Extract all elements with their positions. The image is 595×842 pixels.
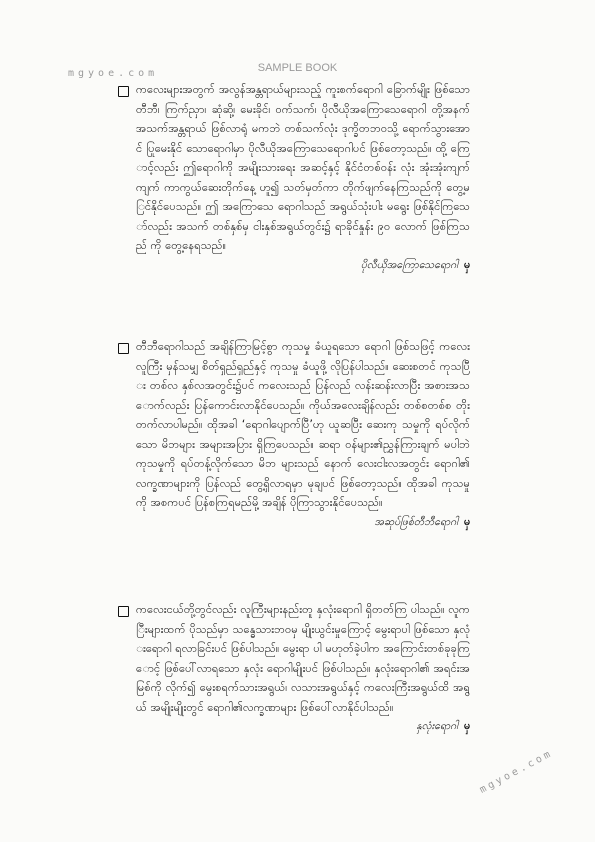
source-mark: မှ: [464, 515, 470, 528]
entry-source: [120, 516, 470, 531]
source-mark: မှ: [464, 258, 470, 271]
checkbox-icon: [118, 86, 129, 97]
entry-body: ကလေးငယ်တို့တွင်လည်း လူကြီးများနည်းတူ နှလုံးရောဂါ ရှိတတ်ကြ ပါသည်။ လူကြီးများထက် ပိုသည်မှာ သန္ဓေသားဘဝမှ မျိုးယွင်းမှုကြောင့် မွေးရာပါ ဖြစ်သော နှလုံးရောဂါ ရလာခြင်းပင် ဖြစ်ပါသည်။ မွေးရာ ပါ မဟုတ်ခဲ့ပါက အကြောင်းတစ်ခုခုကြောင့် ဖြစ်ပေါ်လာရသော နှလုံး ရောဂါမျိုးပင် ဖြစ်ပါသည်။ နှလုံးရောဂါ၏ အရင်းအမြစ်ကို လိုက်၍ မွေးစရက်သားအရွယ်၊ လသားအရွယ်နှင့် ကလေးကြီးအရွယ်ထိ အရွယ် အမျိုးမျိုးတွင် ရောဂါ၏လက္ခဏာများ ဖြစ်ပေါ်လာနိုင်ပါသည်။: [136, 603, 470, 714]
source-title: အဆုပ်ဖြစ်တီဘီရောဂါ: [374, 515, 458, 528]
entry-polio: [120, 80, 470, 274]
entry-source: [120, 259, 470, 274]
source-title: ပိုလီယိုအကြောသေရောဂါ: [360, 258, 458, 271]
watermark-site-bottom: mgyoe.com: [478, 747, 555, 796]
watermark-sample-book: SAMPLE BOOK: [257, 62, 338, 74]
watermark-site-top: mgyoe.com: [68, 68, 159, 79]
source-mark: မှ: [464, 720, 470, 732]
entry-tb: [120, 337, 470, 531]
checkbox-icon: [118, 606, 129, 617]
source-title: နှလုံးရောဂါ: [416, 720, 458, 732]
entry-body: တီဘီရောဂါသည် အချိန်ကြာမြင့်စွာ ကုသမှု ခံယူရသော ရောဂါ ဖြစ်သဖြင့် ကလေးလူကြီး မှန်သမျှ စိတ်ရှည်ရှည်နှင့် ကုသမှု ခံယူဖို့ လိုပြန်ပါသည်။ ဆေးစတင် ကုသပြီး တစ်လ နှစ်လအတွင်း၌ပင် ကလေးသည် ပြန်လည် လန်းဆန်းလာပြီး အစားအသောက်လည်း ပြန်ကောင်းလာနိုင်ပေသည်။ ကိုယ်အလေးချိန်လည်း တစ်စတစ်စ တိုးတက်လာပါမည်။ ထိုအခါ ‘ရောဂါပျောက်ပြီ’ဟု ယူဆပြီး ဆေးကု သမှုကို ရပ်လိုက်သော မိဘများ အများအပြား ရှိကြပေသည်။ ဆရာ ဝန်များ၏ညွှန်ကြားချက် မပါဘဲ ကုသမှုကို ရပ်တန့်လိုက်သော မိဘ များသည် နောက် လေးငါးလအတွင်း ရောဂါ၏ လက္ခဏာများကို ပြန်လည် တွေ့ရှိလာရမှာ မုချပင် ဖြစ်တော့သည်။ ထိုအခါ ကုသမှု ကို အစကပင် ပြန်စကြရမည်မို့ အချိန် ပိုကြာသွားနိုင်ပေသည်။: [136, 340, 470, 509]
checkbox-icon: [118, 343, 129, 354]
entry-body: ကလေးများအတွက် အလွန်အန္တရာယ်များသည့် ကူးစက်ရောဂါ ခြောက်မျိုး ဖြစ်သော တီဘီ၊ ကြက်ညှာ၊ ဆုံဆို့၊ မေးခိုင်၊ ဝက်သက်၊ ပိုလီယိုအကြောသေရောဂါ တို့အနက် အသက်အန္တရာယ် ဖြစ်လာရုံ မကဘဲ တစ်သက်လုံး ဒုက္ခိတဘဝသို့ ရောက်သွားအောင် ပြုမေးနိုင် သောရောဂါမှာ ပိုလီယိုအကြောသေရောဂါပင် ဖြစ်တော့သည်။ ထို့ ကြောင့်လည်း ဤရောဂါကို အမျိုးသားရေး အဆင့်နှင့် နိုင်ငံတစ်ဝန်း လုံး အုံးအုံးကျက်ကျက် ကာကွယ်ဆေးတိုက်နေ့ ဟူ၍ သတ်မှတ်ကာ တိုက်ဖျက်နေကြသည်ကို တွေ့မြင်နိုင်ပေသည်။ ဤ အကြောသေ ရောဂါသည် အရွယ်သုံးပါး မရွေး ဖြစ်နိုင်ကြသော်လည်း အသက် တစ်နှစ်မှ ငါးနှစ်အရွယ်တွင်း၌ ရာခိုင်နှုန်း ၉၀ လောက် ဖြစ်ကြသည် ကို တွေ့နေရသည်။: [136, 83, 470, 252]
entry-source: [120, 720, 470, 735]
entry-heart: [120, 600, 470, 735]
